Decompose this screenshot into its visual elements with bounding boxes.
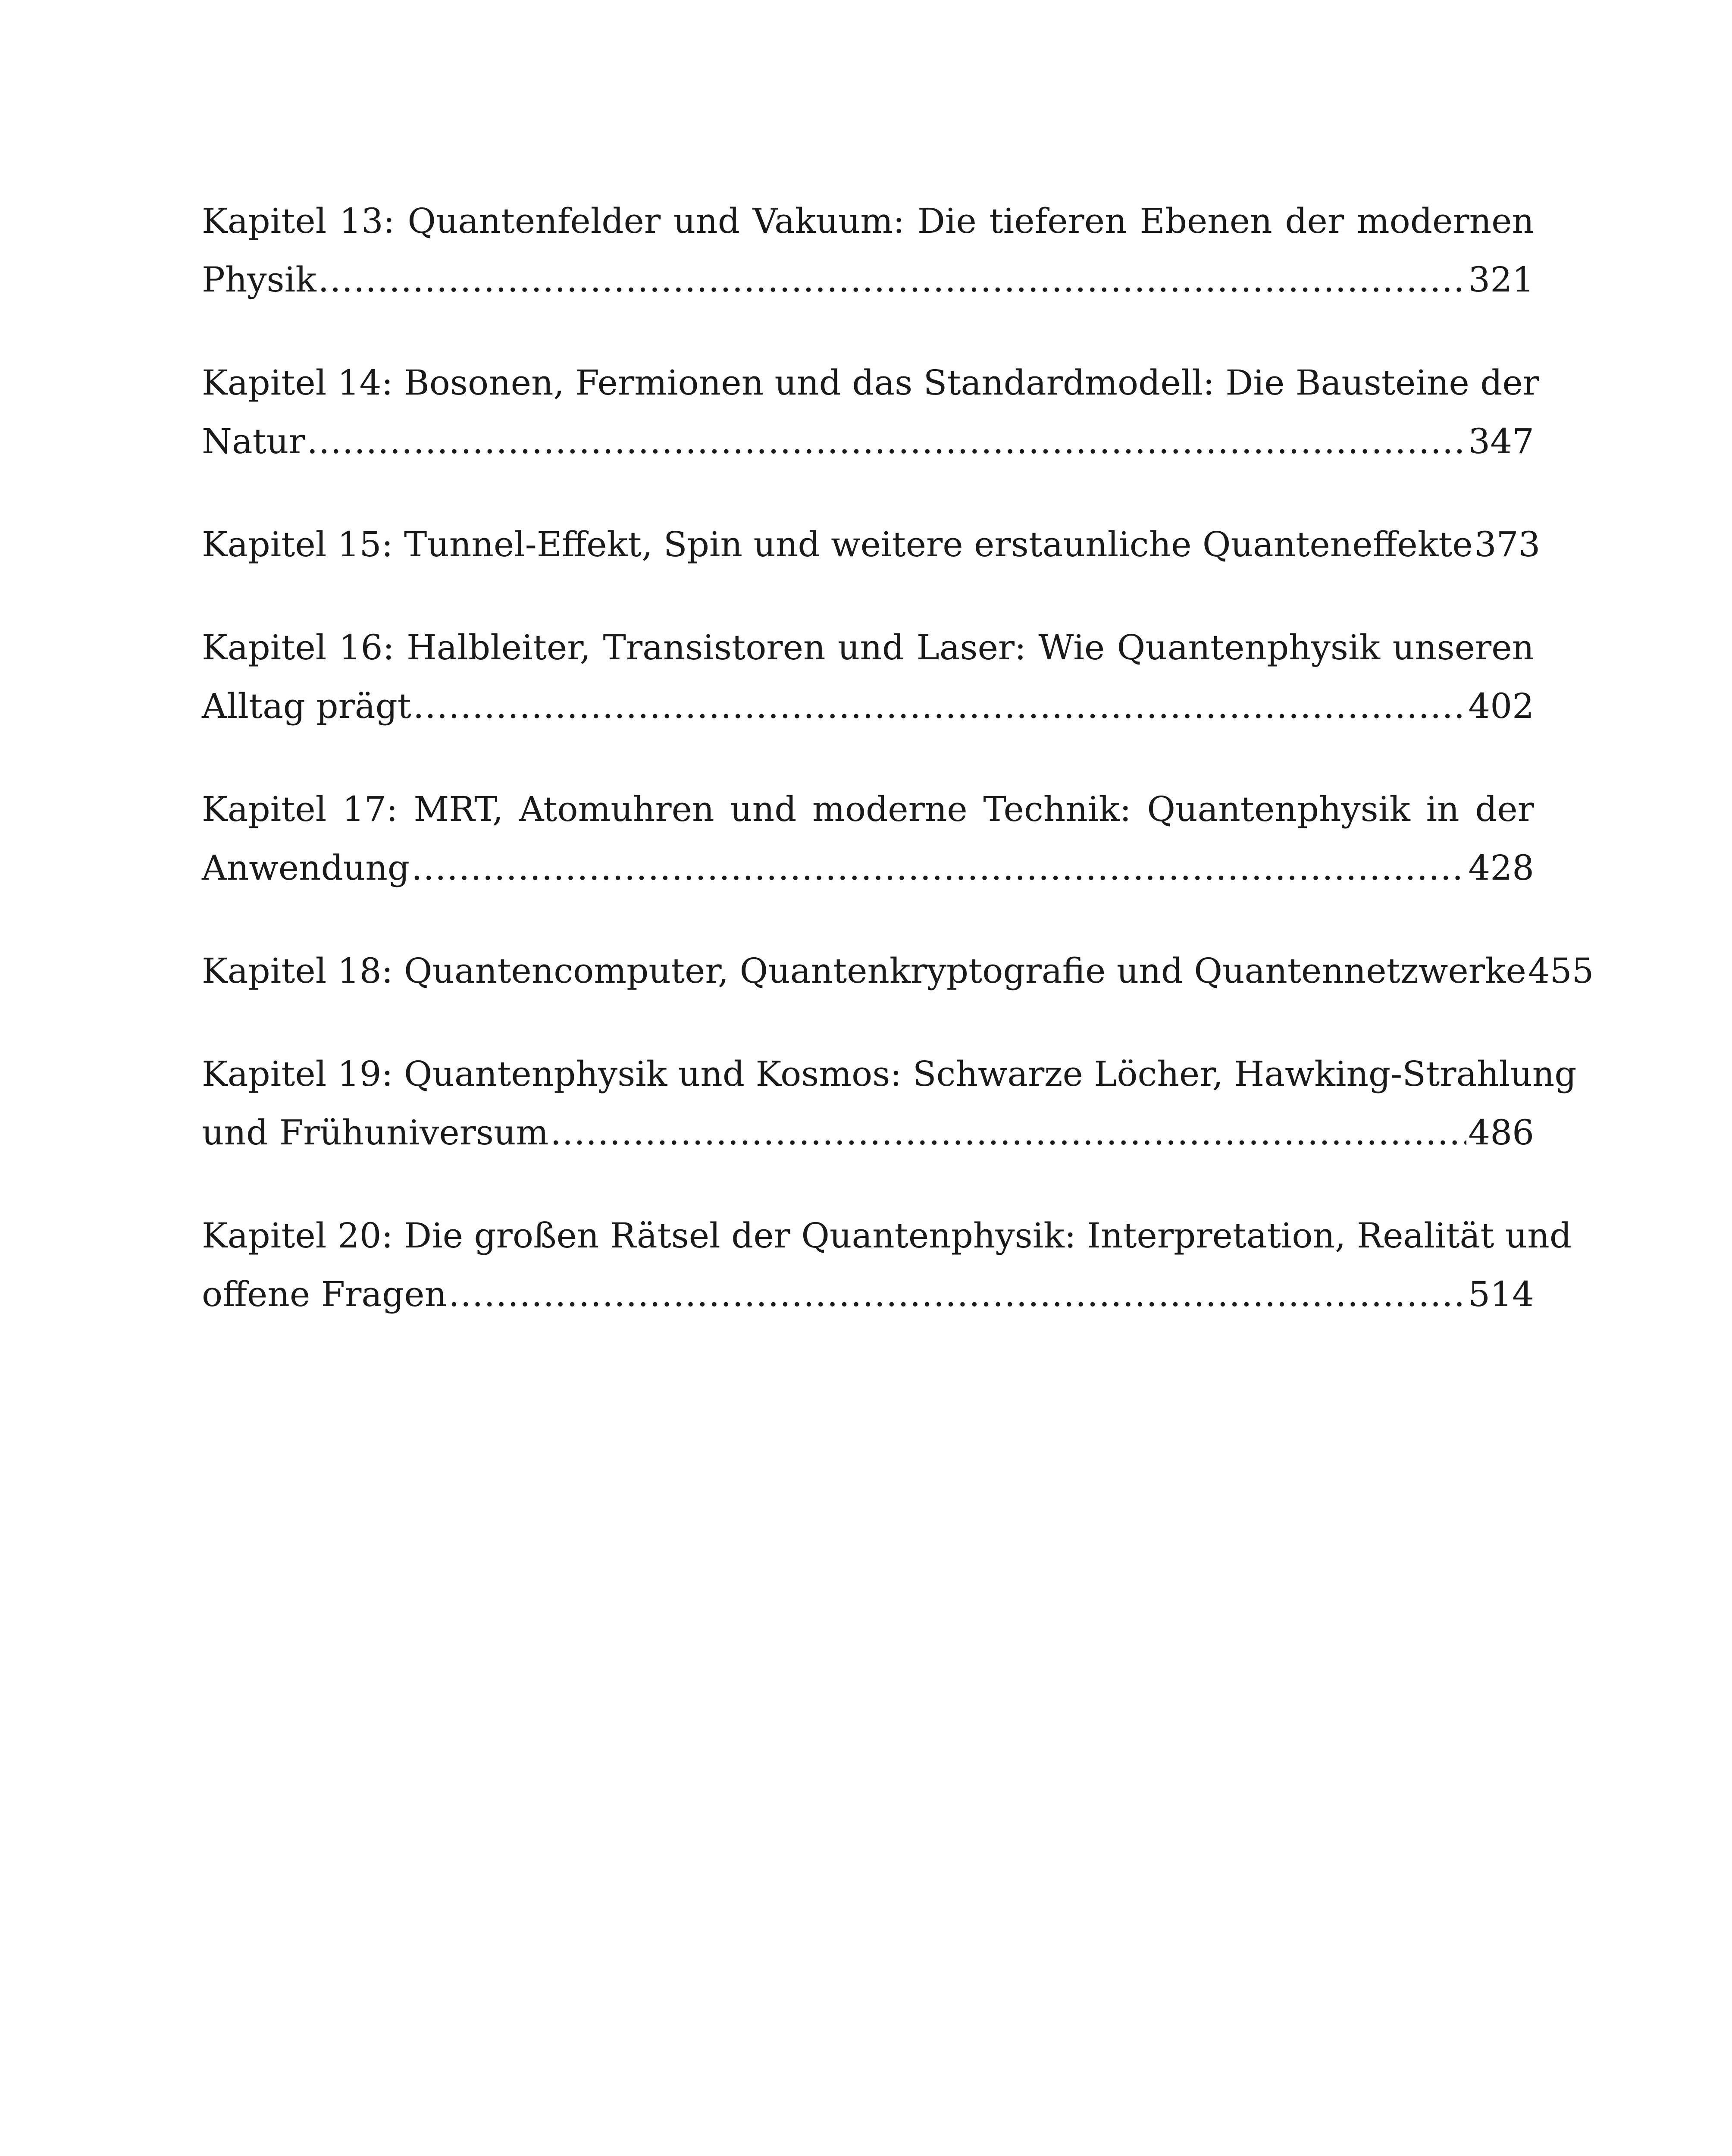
toc-entry-kapitel-17[interactable]	[202, 780, 1534, 897]
toc-entry-page-number: 373	[1474, 524, 1541, 564]
toc-entry-kapitel-14[interactable]	[202, 354, 1539, 471]
dot-leader	[411, 839, 1466, 897]
dot-leader	[318, 251, 1467, 309]
toc-entry-page-number: 514	[1468, 1274, 1534, 1314]
toc-entry-title: Kapitel 18: Quantencomputer, Quantenkryptografie und Quantennetzwerke	[202, 951, 1526, 991]
toc-entry-leader-line	[202, 677, 1534, 736]
toc-entry-leader-line	[202, 942, 1594, 1000]
toc-entry-leader-line	[202, 1103, 1534, 1162]
toc-entry-kapitel-15[interactable]	[202, 515, 1541, 574]
toc-entry-page-number: 428	[1468, 848, 1534, 888]
dot-leader	[550, 1103, 1466, 1162]
dot-leader	[413, 677, 1466, 736]
toc-entry-page-number: 455	[1528, 951, 1594, 991]
dot-leader	[448, 1265, 1466, 1324]
toc-entry-leader-line	[202, 251, 1534, 309]
toc-entry-page-number: 347	[1468, 421, 1534, 461]
toc-entry-title: Kapitel 15: Tunnel-Effekt, Spin und weitere erstaunliche Quanteneffekte	[202, 524, 1473, 564]
toc-entry-title-continuation: Anwendung	[202, 848, 410, 888]
toc-entry-kapitel-20[interactable]	[202, 1206, 1572, 1324]
toc-entry-leader-line	[202, 412, 1534, 471]
toc-entry-kapitel-19[interactable]	[202, 1045, 1577, 1162]
toc-entry-kapitel-13[interactable]	[202, 192, 1534, 309]
toc-entry-title-line: Kapitel 16: Halbleiter, Transistoren und Laser: Wie Quantenphysik unseren	[202, 627, 1534, 667]
toc-entry-leader-line	[202, 1265, 1534, 1324]
toc-entry-leader-line	[202, 515, 1541, 574]
toc-entry-title-line: Kapitel 17: MRT, Atomuhren und moderne Technik: Quantenphysik in der	[202, 789, 1534, 829]
toc-entry-title-continuation: offene Fragen	[202, 1274, 447, 1314]
dot-leader	[307, 412, 1467, 471]
table-of-contents	[202, 192, 1594, 1368]
toc-entry-title-line: Kapitel 14: Bosonen, Fermionen und das Standardmodell: Die Bausteine der	[202, 363, 1539, 403]
toc-entry-page-number: 321	[1468, 260, 1534, 300]
toc-entry-leader-line	[202, 839, 1534, 897]
toc-entry-kapitel-16[interactable]	[202, 618, 1534, 736]
toc-entry-title-line: Kapitel 20: Die großen Rätsel der Quantenphysik: Interpretation, Realität und	[202, 1216, 1572, 1256]
toc-entry-page-number: 486	[1468, 1112, 1534, 1153]
toc-entry-page-number: 402	[1468, 686, 1534, 726]
toc-entry-title-continuation: und Frühuniversum	[202, 1112, 549, 1153]
toc-entry-title-line: Kapitel 13: Quantenfelder und Vakuum: Die tieferen Ebenen der modernen	[202, 201, 1534, 241]
toc-entry-title-line: Kapitel 19: Quantenphysik und Kosmos: Schwarze Löcher, Hawking-Strahlung	[202, 1054, 1577, 1094]
toc-entry-title-continuation: Physik	[202, 260, 316, 300]
toc-entry-title-continuation: Alltag prägt	[202, 686, 411, 726]
toc-entry-title-continuation: Natur	[202, 421, 305, 461]
toc-entry-kapitel-18[interactable]	[202, 942, 1594, 1000]
